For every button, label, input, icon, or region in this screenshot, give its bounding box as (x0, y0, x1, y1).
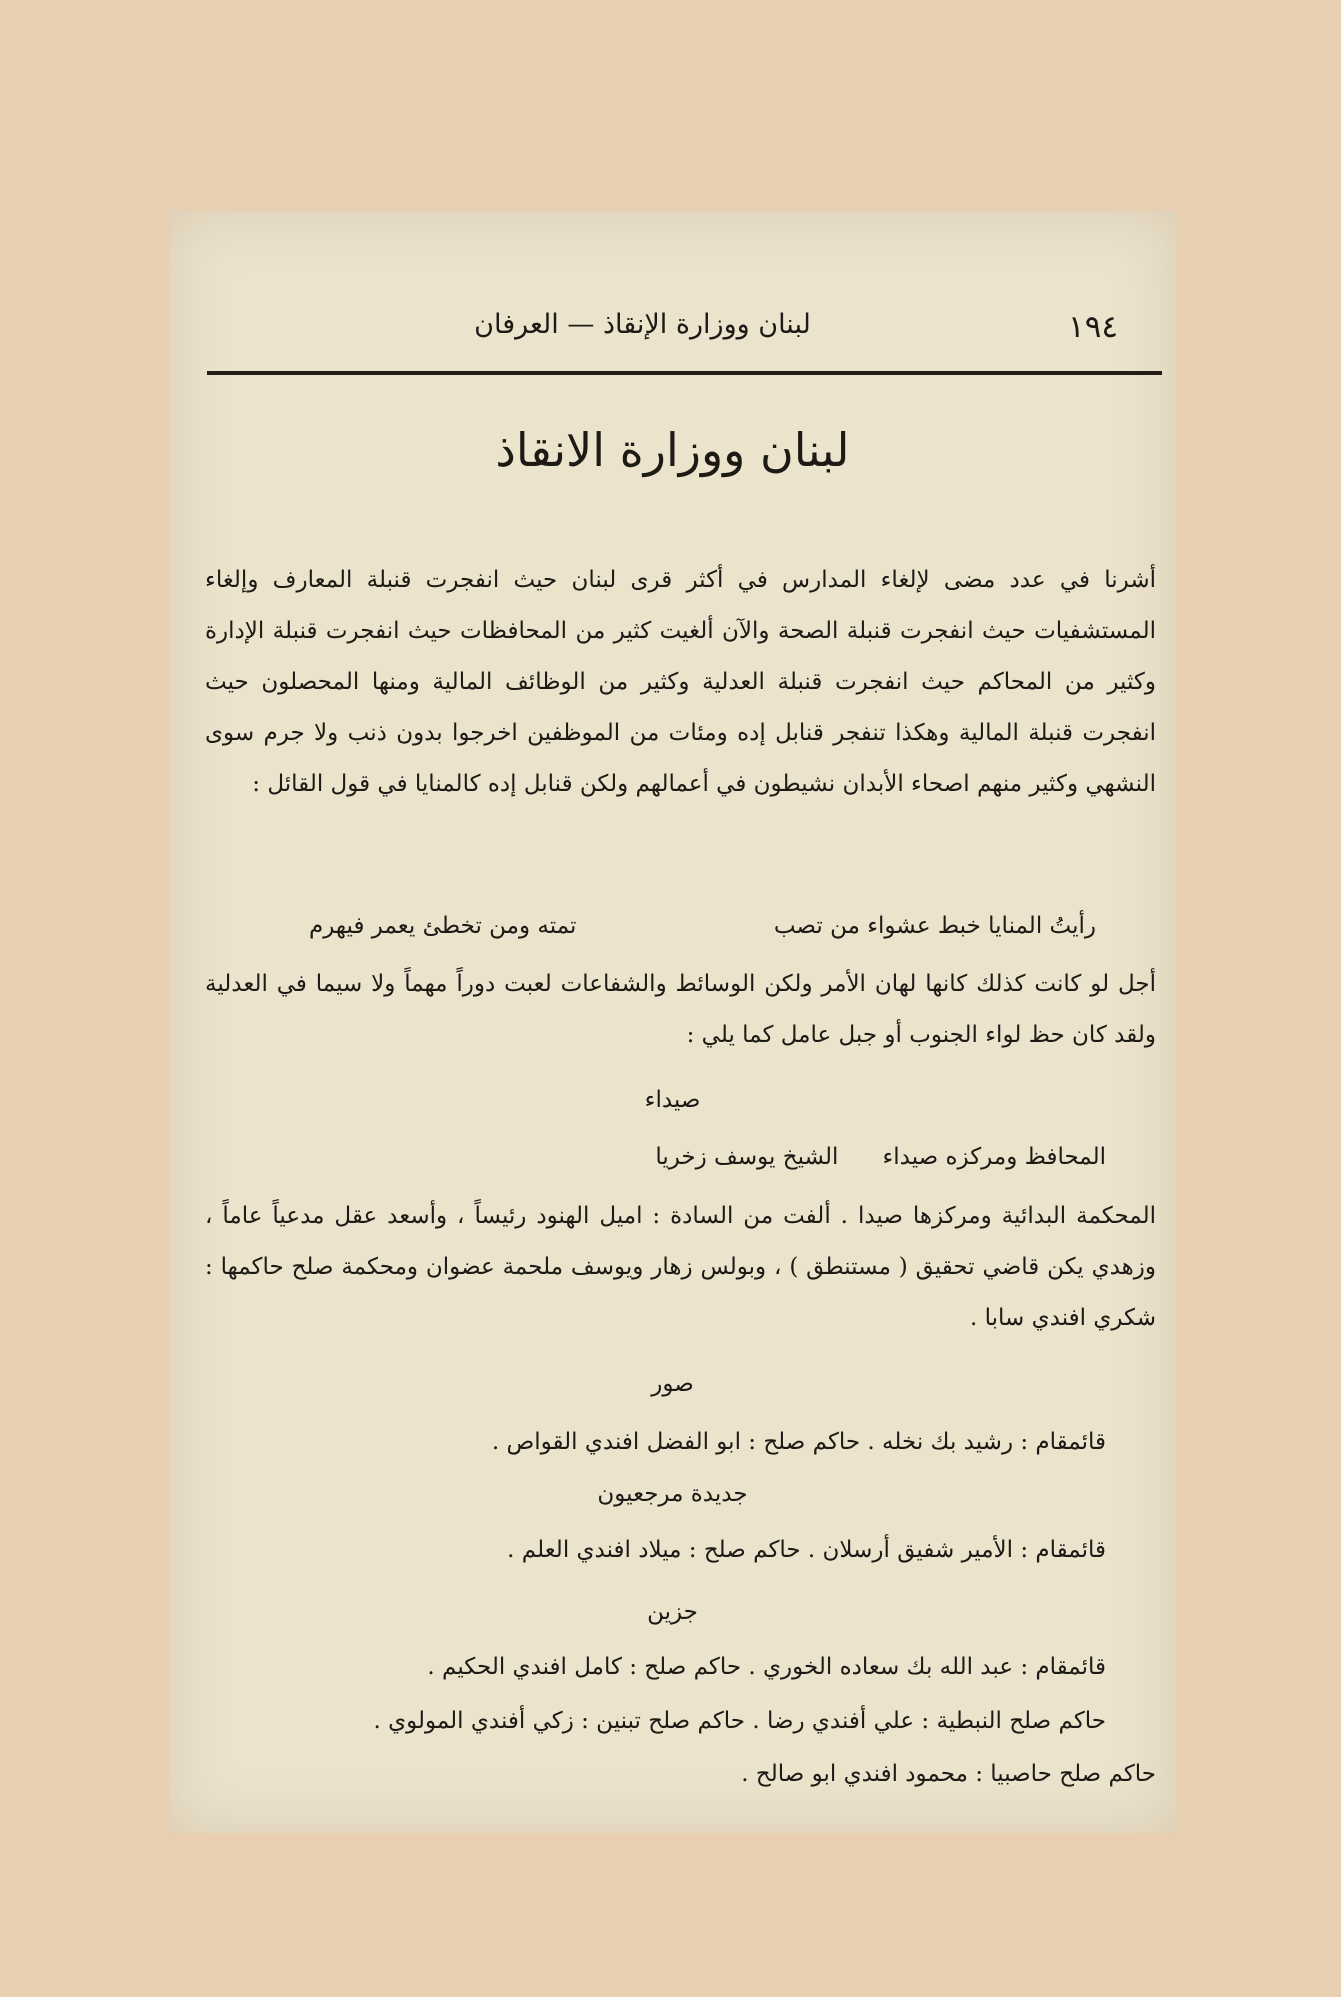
section-heading-marjayoun: جديدة مرجعيون (597, 1481, 748, 1507)
paragraph-1: أشرنا في عدد مضى لإلغاء المدارس في أكثر قرى لبنان حيث انفجرت قنبلة المعارف وإلغاء المستشفيات حيث انفجرت قنبلة الصحة والآن ألغيت كثير من المحافظات حيث انفجرت قنبلة الإدارة وكثير من المحاكم حيث انفجرت قنبلة العدلية وكثير من الوظائف المالية ومنها المحصلون حيث انفجرت قنبلة المالية وهكذا تنفجر قنابل إده ومئات من الموظفين اخرجوا بدون ذنب ولا جرم سوى النشهي وكثير منهم اصحاء الأبدان نشيطون في أعمالهم ولكن قنابل إده كالمنايا في قول القائل : (205, 567, 1156, 797)
verse-hemistich-1: رأيتُ المنايا خبط عشواء من تصب (773, 913, 1096, 939)
section-heading-saida: صيداء (644, 1087, 701, 1113)
saida-governor-row (655, 1144, 1106, 1170)
sour-line: قائمقام : رشيد بك نخله . حاكم صلح : ابو الفضل افندي القواص . (491, 1429, 1106, 1455)
running-head (205, 309, 1140, 353)
section-heading-jezzine: جزين (647, 1599, 698, 1625)
page-number: ١٩٤ (1068, 309, 1118, 345)
saida-court-paragraph: المحكمة البدائية ومركزها صيدا . ألفت من السادة : اميل الهنود رئيساً ، وأسعد عقل مدعياً عاماً ، وزهدي يكن قاضي تحقيق ( مستنطق ) ، وبولس زهار ويوسف ملحمة عضوان ومحكمة صلح حاكمها : شكري افندي سابا . (205, 1203, 1156, 1331)
paragraph-intro (205, 555, 1156, 810)
section-heading-sour: صور (651, 1371, 694, 1397)
saida-governor-label: المحافظ ومركزه صيداء (882, 1144, 1106, 1170)
scanned-page (169, 211, 1176, 1833)
poetry-verse (309, 913, 1096, 961)
jezzine-line: قائمقام : عبد الله بك سعاده الخوري . حاكم صلح : كامل افندي الحكيم . (427, 1654, 1106, 1680)
running-title: لبنان ووزارة الإنقاذ — العرفان (474, 309, 811, 340)
paragraph-2: أجل لو كانت كذلك كانها لهان الأمر ولكن الوسائط والشفاعات لعبت دوراً مهماً ولا سيما في العدلية ولقد كان حظ لواء الجنوب أو جبل عامل كما يلي : (205, 971, 1156, 1048)
marjayoun-line: قائمقام : الأمير شفيق أرسلان . حاكم صلح : ميلاد افندي العلم . (507, 1537, 1106, 1563)
hasbaya-line: حاكم صلح حاصبيا : محمود افندي ابو صالح . (741, 1761, 1156, 1787)
header-rule (207, 371, 1162, 375)
saida-governor-name: الشيخ يوسف زخريا (655, 1144, 839, 1170)
article-title: لبنان ووزارة الانقاذ (495, 423, 850, 477)
verse-hemistich-2: تمته ومن تخطئ يعمر فيهرم (309, 913, 577, 939)
nabatieh-tebnine-line: حاكم صلح النبطية : علي أفندي رضا . حاكم صلح تبنين : زكي أفندي المولوي . (373, 1708, 1106, 1734)
